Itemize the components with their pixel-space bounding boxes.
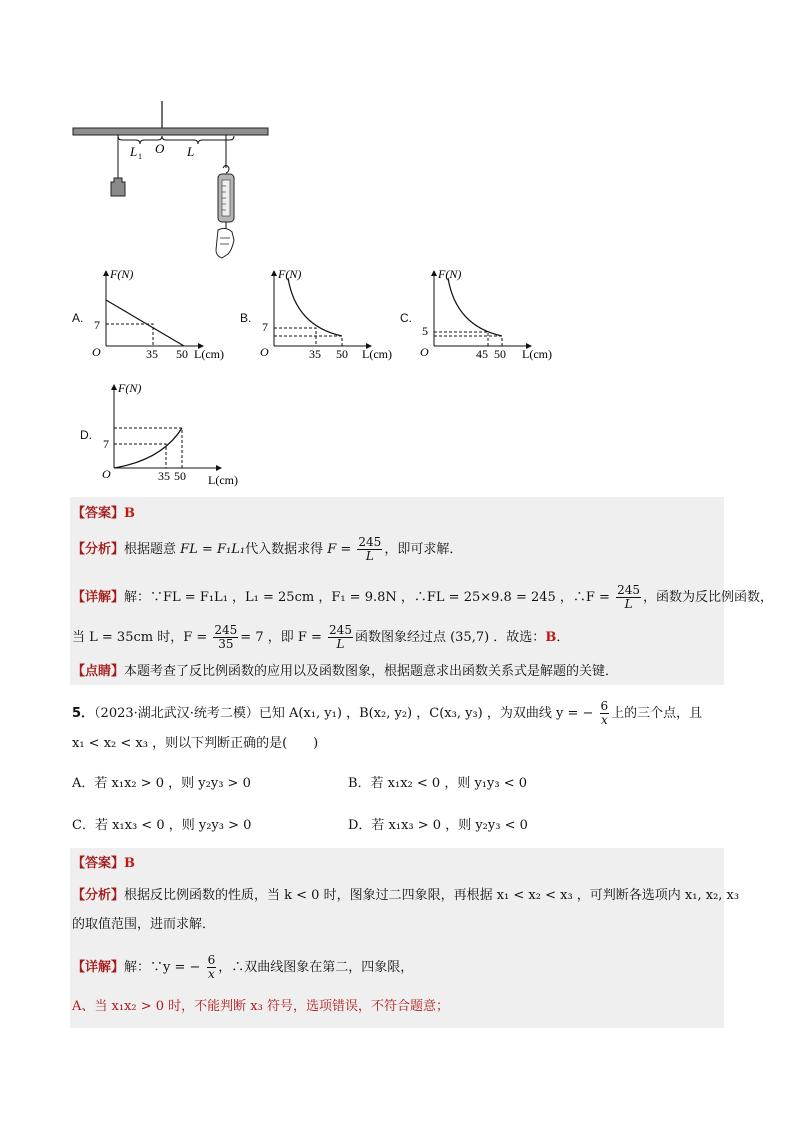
graph-d-letter: D. <box>80 428 92 442</box>
svg-text:O: O <box>420 345 429 359</box>
svg-text:50: 50 <box>176 347 188 361</box>
svg-text:45: 45 <box>476 347 488 361</box>
weight-icon <box>111 178 125 196</box>
label-l1-sub: 1 <box>138 152 142 161</box>
q4-detail-line2: 当 L = 35cm 时，F = $\frac{245}{35}$ = 7 ，即 F = $\frac{245}{L}$ 函数图象经过点 (35,7) ．故选：B． <box>72 623 570 651</box>
q5-option-d[interactable]: D．若 x₁x₃ > 0 ，则 y₂y₃ < 0 <box>348 818 528 833</box>
svg-text:F(N): F(N) <box>438 267 462 281</box>
hand-icon <box>216 228 234 258</box>
svg-text:F(N): F(N) <box>118 381 142 395</box>
label-l1: L <box>130 144 138 159</box>
graph-b-letter: B. <box>240 311 252 325</box>
svg-text:50: 50 <box>174 469 186 483</box>
svg-text:50: 50 <box>494 347 506 361</box>
svg-text:L(cm): L(cm) <box>208 473 238 487</box>
svg-text:35: 35 <box>158 469 170 483</box>
svg-text:50: 50 <box>336 347 348 361</box>
graph-c-letter: C. <box>400 311 412 325</box>
q4-comment: 【点睛】本题考查了反比例函数的应用以及函数图象，根据题意求出函数关系式是解题的关键． <box>72 664 619 679</box>
q5-option-c[interactable]: C．若 x₁x₃ < 0 ，则 y₂y₃ > 0 <box>72 818 252 833</box>
graph-a <box>88 264 238 364</box>
svg-text:35: 35 <box>146 347 158 361</box>
graph-c <box>416 264 566 364</box>
lever-diagram <box>70 98 275 260</box>
graph-d <box>96 380 256 490</box>
svg-text:F(N): F(N) <box>110 267 134 281</box>
svg-text:O: O <box>260 345 269 359</box>
svg-text:7: 7 <box>262 320 268 334</box>
q5-analysis-line1: 【分析】根据反比例函数的性质，当 k < 0 时，图象过二四象限，再根据 x₁ < x₂ < x₃ ，可判断各选项内 x₁, x₂, x₃ <box>72 888 740 903</box>
svg-text:7: 7 <box>94 318 100 332</box>
q4-detail-line1: 【详解】解：∵FL = F₁L₁ ，L₁ = 25cm ，F₁ = 9.8N ，∴FL = 25×9.8 = 245 ，∴F = $\frac{245}{L}$ ，函数为反比例函数， <box>72 583 774 611</box>
q5-stem-line2: x₁ < x₂ < x₃ ，则以下判断正确的是( ) <box>72 736 319 751</box>
lever-bar <box>73 128 268 135</box>
svg-text:L(cm): L(cm) <box>362 347 392 361</box>
graph-a-letter: A. <box>72 311 84 325</box>
q5-option-b[interactable]: B．若 x₁x₂ < 0 ，则 y₁y₃ < 0 <box>348 776 528 791</box>
svg-text:L(cm): L(cm) <box>194 347 224 361</box>
svg-text:L(cm): L(cm) <box>522 347 552 361</box>
svg-text:F(N): F(N) <box>278 267 302 281</box>
q5-analysis-line2: 的取值范围，进而求解． <box>72 917 216 932</box>
q5-option-a[interactable]: A．若 x₁x₂ > 0 ，则 y₂y₃ > 0 <box>72 776 251 791</box>
q5-stem-line1: 5．（2023·湖北武汉·统考二模）已知 A(x₁, y₁) ，B(x₂, y₂) ，C(x₃, y₃) ，为双曲线 y = − $\frac{6}{x}$ 上的三个点，且 <box>72 699 703 727</box>
svg-text:O: O <box>102 467 111 481</box>
label-l: L <box>187 144 195 159</box>
q5-answer: 【答案】B <box>72 856 136 871</box>
svg-text:35: 35 <box>309 347 321 361</box>
q4-analysis: 【分析】根据题意 FL = F₁L₁代入数据求得 F = $\frac{245}{L}$ ，即可求解． <box>72 535 463 563</box>
graph-b <box>256 264 406 364</box>
label-o: O <box>155 141 165 156</box>
q5-detail-line1: 【详解】解：∵y = − $\frac{6}{x}$ ，∴双曲线图象在第二，四象限， <box>72 953 414 981</box>
q4-answer: 【答案】B <box>72 506 136 521</box>
svg-text:O: O <box>92 345 101 359</box>
svg-text:5: 5 <box>422 324 428 338</box>
q5-detail-line2: A、当 x₁x₂ > 0 时，不能判断 x₃ 符号，选项错误，不符合题意； <box>72 999 449 1014</box>
svg-text:7: 7 <box>103 437 109 451</box>
